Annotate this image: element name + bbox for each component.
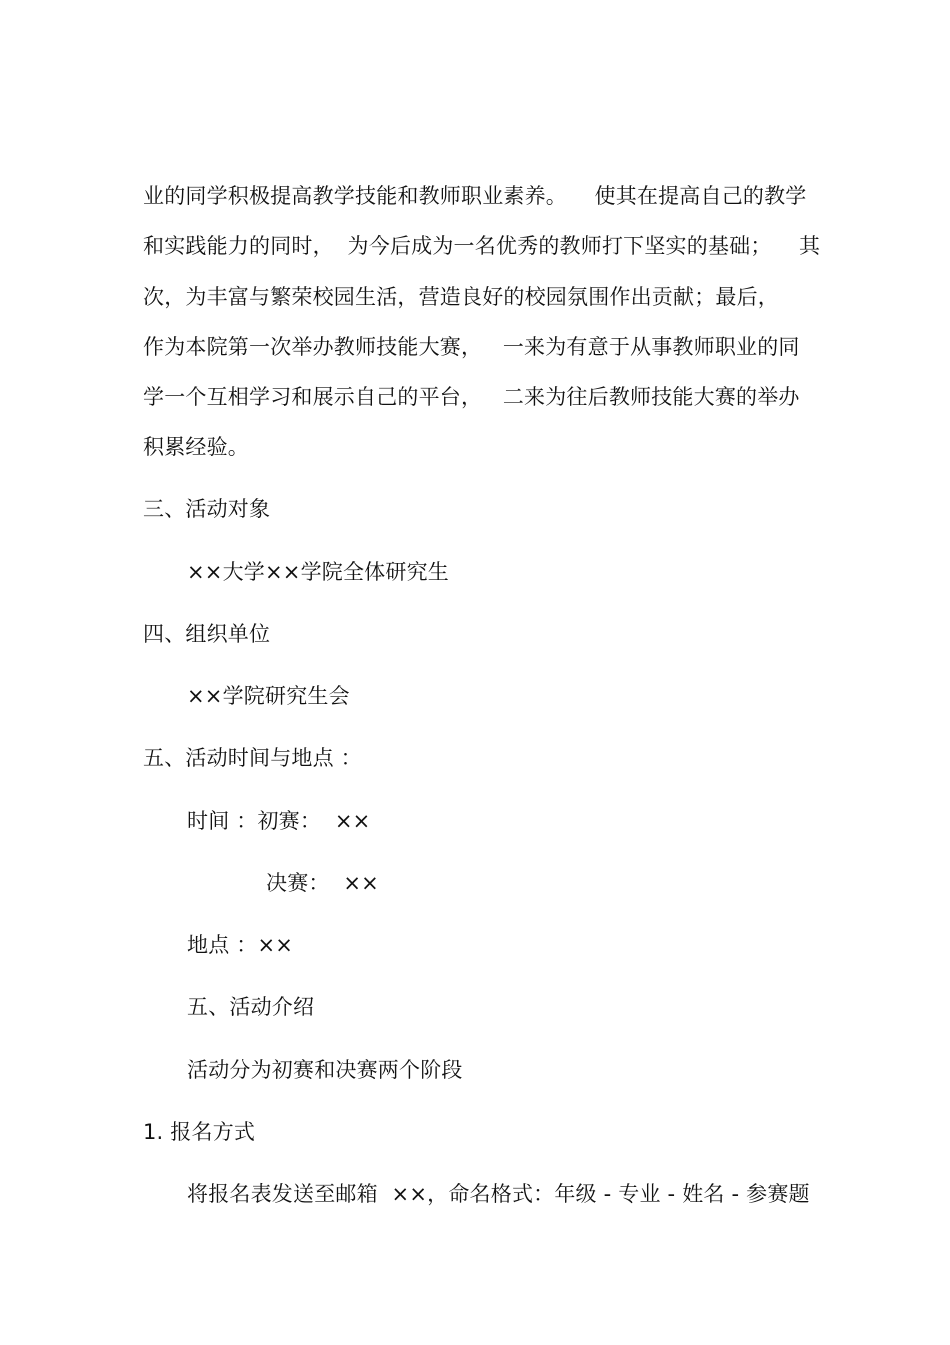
paragraph-line-3: 次，为丰富与繁荣校园生活，营造良好的校园氛围作出贡献；最后，	[143, 285, 779, 309]
paragraph-line-6: 积累经验。	[143, 435, 249, 459]
paragraph-line-4: 作为本院第一次举办教师技能大赛， 一来为有意于从事教师职业的同	[143, 335, 800, 359]
section-heading-organizer: 四、组织单位	[143, 622, 271, 646]
place-line: 地点 ：××	[187, 933, 294, 957]
section-heading-target: 三、活动对象	[143, 497, 271, 521]
intro-body: 活动分为初赛和决赛两个阶段	[187, 1058, 463, 1082]
registration-body: 将报名表发送至邮箱 ××，命名格式：年级 - 专业 - 姓名 - 参赛题	[187, 1182, 810, 1206]
paragraph-line-1: 业的同学积极提高教学技能和教师职业素养。 使其在提高自己的教学	[143, 184, 807, 208]
section-body-organizer: ××学院研究生会	[187, 684, 350, 708]
section-heading-time-place: 五、活动时间与地点 ：	[143, 746, 362, 770]
time-final-line: 决赛： ××	[266, 871, 379, 895]
paragraph-line-2: 和实践能力的同时， 为今后成为一名优秀的教师打下坚实的基础； 其	[143, 234, 821, 258]
registration-heading: 1. 报名方式	[143, 1120, 256, 1144]
section-heading-intro: 五、活动介绍	[187, 995, 315, 1019]
section-body-target: ××大学××学院全体研究生	[187, 560, 449, 584]
time-prelim-line: 时间 ：初赛： ××	[187, 809, 371, 833]
paragraph-line-5: 学一个互相学习和展示自己的平台， 二来为往后教师技能大赛的举办	[143, 385, 800, 409]
